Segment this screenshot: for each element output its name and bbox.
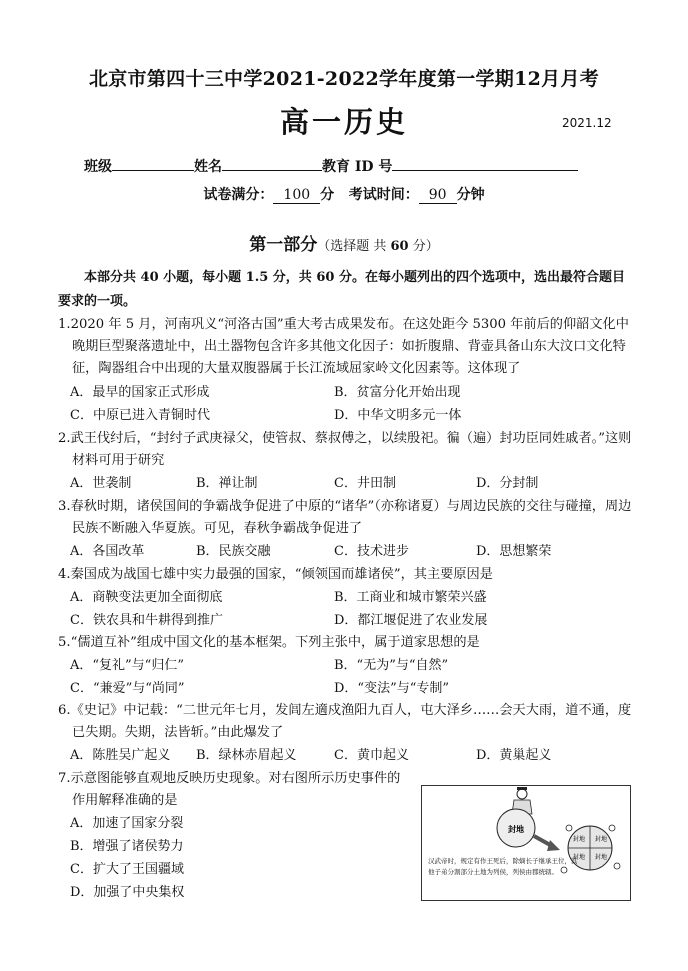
- question-stem: 4.秦国成为战国七雄中实力最强的国家，“倾领国而雄诸侯”，其主要原因是: [58, 567, 493, 582]
- q4-option-d[interactable]: D．都江堰促进了农业发展: [334, 613, 488, 628]
- q4-option-c[interactable]: C．铁农具和牛耕得到推广: [70, 613, 223, 628]
- name-label: 姓名: [194, 159, 222, 175]
- figure-caption: 汉武帝时，规定有作王死后，除嫡长子继承王位，其他子弟分割部分土地为列侯，列侯由郡统辖。: [428, 857, 578, 876]
- q5-option-a[interactable]: A．“复礼”与“归仁”: [70, 658, 184, 673]
- question-7: [58, 768, 410, 812]
- q7-option-a[interactable]: A．加速了国家分裂: [70, 816, 184, 831]
- class-field[interactable]: [112, 156, 194, 171]
- question-3: [58, 496, 638, 540]
- q6-option-b[interactable]: B．绿林赤眉起义: [196, 748, 297, 763]
- q2-option-b[interactable]: B．禅让制: [196, 476, 258, 491]
- student-info-line: [84, 156, 578, 176]
- id-label: 教育 ID 号: [322, 159, 393, 175]
- small-land-label-1: 封地: [572, 836, 586, 843]
- school-title: 北京市第四十三中学2021-2022学年度第一学期12月月考: [88, 68, 600, 90]
- q7-illustration: [421, 785, 631, 901]
- q1-option-d[interactable]: D．中华文明多元一体: [334, 408, 462, 423]
- q7-option-b[interactable]: B．增强了诸侯势力: [70, 839, 184, 854]
- exam-meta: [0, 184, 688, 204]
- q1-option-a[interactable]: A．最早的国家正式形成: [70, 385, 210, 400]
- big-land-label: 封地: [508, 824, 524, 834]
- id-field[interactable]: [392, 156, 578, 171]
- time-unit: 分钟: [456, 187, 485, 203]
- time-value: 90: [419, 187, 457, 204]
- exam-date: 2021.12: [562, 116, 612, 130]
- q5-option-c[interactable]: C．“兼爱”与“尚同”: [70, 681, 185, 696]
- question-stem: 3.春秋时期，诸侯国间的争霸战争促进了中原的“诸华”（亦称诸夏）与周边民族的交往与碰撞，周边民族不断融入华夏族。可见，春秋争霸战争促进了: [58, 499, 632, 536]
- question-5: [58, 632, 638, 654]
- q2-option-a[interactable]: A．世袭制: [70, 476, 132, 491]
- small-land-label-4: 封地: [594, 854, 608, 861]
- q2-option-d[interactable]: D．分封制: [476, 476, 539, 491]
- question-6: [58, 700, 638, 744]
- part-title: 第一部分: [249, 235, 318, 255]
- small-land-label-3: 封地: [572, 854, 586, 861]
- question-stem: 5.“儒道互补”组成中国文化的基本框架。下列主张中，属于道家思想的是: [58, 635, 480, 650]
- question-stem: 1.2020 年 5 月，河南巩义“河洛古国”重大考古成果发布。在这处距今 5300 年前后的仰韶文化中晚期巨型聚落遗址中，出土器物包含许多其他文化因子：如折腹鼎、背壶具备山东大汶口文化特征，陶器组合中出现的大量双腹器属于长江流域屈家岭文化因素等。这体现了: [58, 317, 629, 376]
- q5-option-b[interactable]: B．“无为”与“自然”: [334, 658, 449, 673]
- question-4: [58, 564, 638, 586]
- q7-option-d[interactable]: D．加强了中央集权: [70, 885, 185, 900]
- part-subtitle-pre: （选择题 共: [317, 239, 391, 254]
- q6-option-d[interactable]: D．黄巢起义: [476, 748, 552, 763]
- part-subtitle-score: 60: [390, 239, 409, 254]
- q6-option-a[interactable]: A．陈胜吴广起义: [70, 748, 171, 763]
- score-unit: 分: [320, 187, 335, 203]
- question-2: [58, 428, 638, 472]
- q5-option-d[interactable]: D．“变法”与“专制”: [334, 681, 450, 696]
- part-subtitle: [317, 239, 439, 254]
- score-value: 100: [273, 187, 320, 204]
- q3-option-b[interactable]: B．民族交融: [196, 544, 271, 559]
- q6-option-c[interactable]: C．黄巾起义: [334, 748, 409, 763]
- q1-option-b[interactable]: B．贫富分化开始出现: [334, 385, 461, 400]
- arrow-head-icon: [547, 840, 560, 851]
- class-label: 班级: [84, 159, 112, 175]
- q4-option-a[interactable]: A．商鞅变法更加全面彻底: [70, 590, 223, 605]
- part-heading: [0, 230, 688, 255]
- question-stem: 6.《史记》中记载：“二世元年七月，发闾左適戍渔阳九百人，屯大泽乡……会天大雨，道不通，度已失期。失期，法皆斩。”由此爆发了: [58, 703, 632, 740]
- question-stem: 2.武王伐纣后，“封纣子武庚禄父，使管叔、蔡叔傅之，以续殷祀。徧（遍）封功臣同姓戚者。”这则材料可用于研究: [58, 431, 632, 468]
- q3-option-c[interactable]: C．技术进步: [334, 544, 409, 559]
- q2-option-c[interactable]: C．井田制: [334, 476, 396, 491]
- question-stem: 7.示意图能够直观地反映历史现象。对右图所示历史事件的作用解释准确的是: [58, 771, 401, 808]
- q7-option-c[interactable]: C．扩大了王国疆域: [70, 862, 184, 877]
- q1-option-c[interactable]: C．中原已进入青铜时代: [70, 408, 210, 423]
- q3-option-a[interactable]: A．各国改革: [70, 544, 145, 559]
- part-instructions: 本部分共 40 小题，每小题 1.5 分，共 60 分。在每小题列出的四个选项中，选出最符合题目要求的一项。: [58, 270, 625, 309]
- small-land-label-2: 封地: [594, 836, 608, 843]
- enfeoffment-diagram: [422, 786, 630, 900]
- part-subtitle-post: 分）: [408, 239, 439, 254]
- q4-option-b[interactable]: B．工商业和城市繁荣兴盛: [334, 590, 487, 605]
- score-label: 试卷满分：: [203, 187, 274, 203]
- q3-option-d[interactable]: D．思想繁荣: [476, 544, 552, 559]
- question-1: [58, 314, 638, 380]
- subject-title: 高一历史: [279, 105, 408, 139]
- name-field[interactable]: [222, 156, 322, 171]
- time-label: 考试时间：: [348, 187, 419, 203]
